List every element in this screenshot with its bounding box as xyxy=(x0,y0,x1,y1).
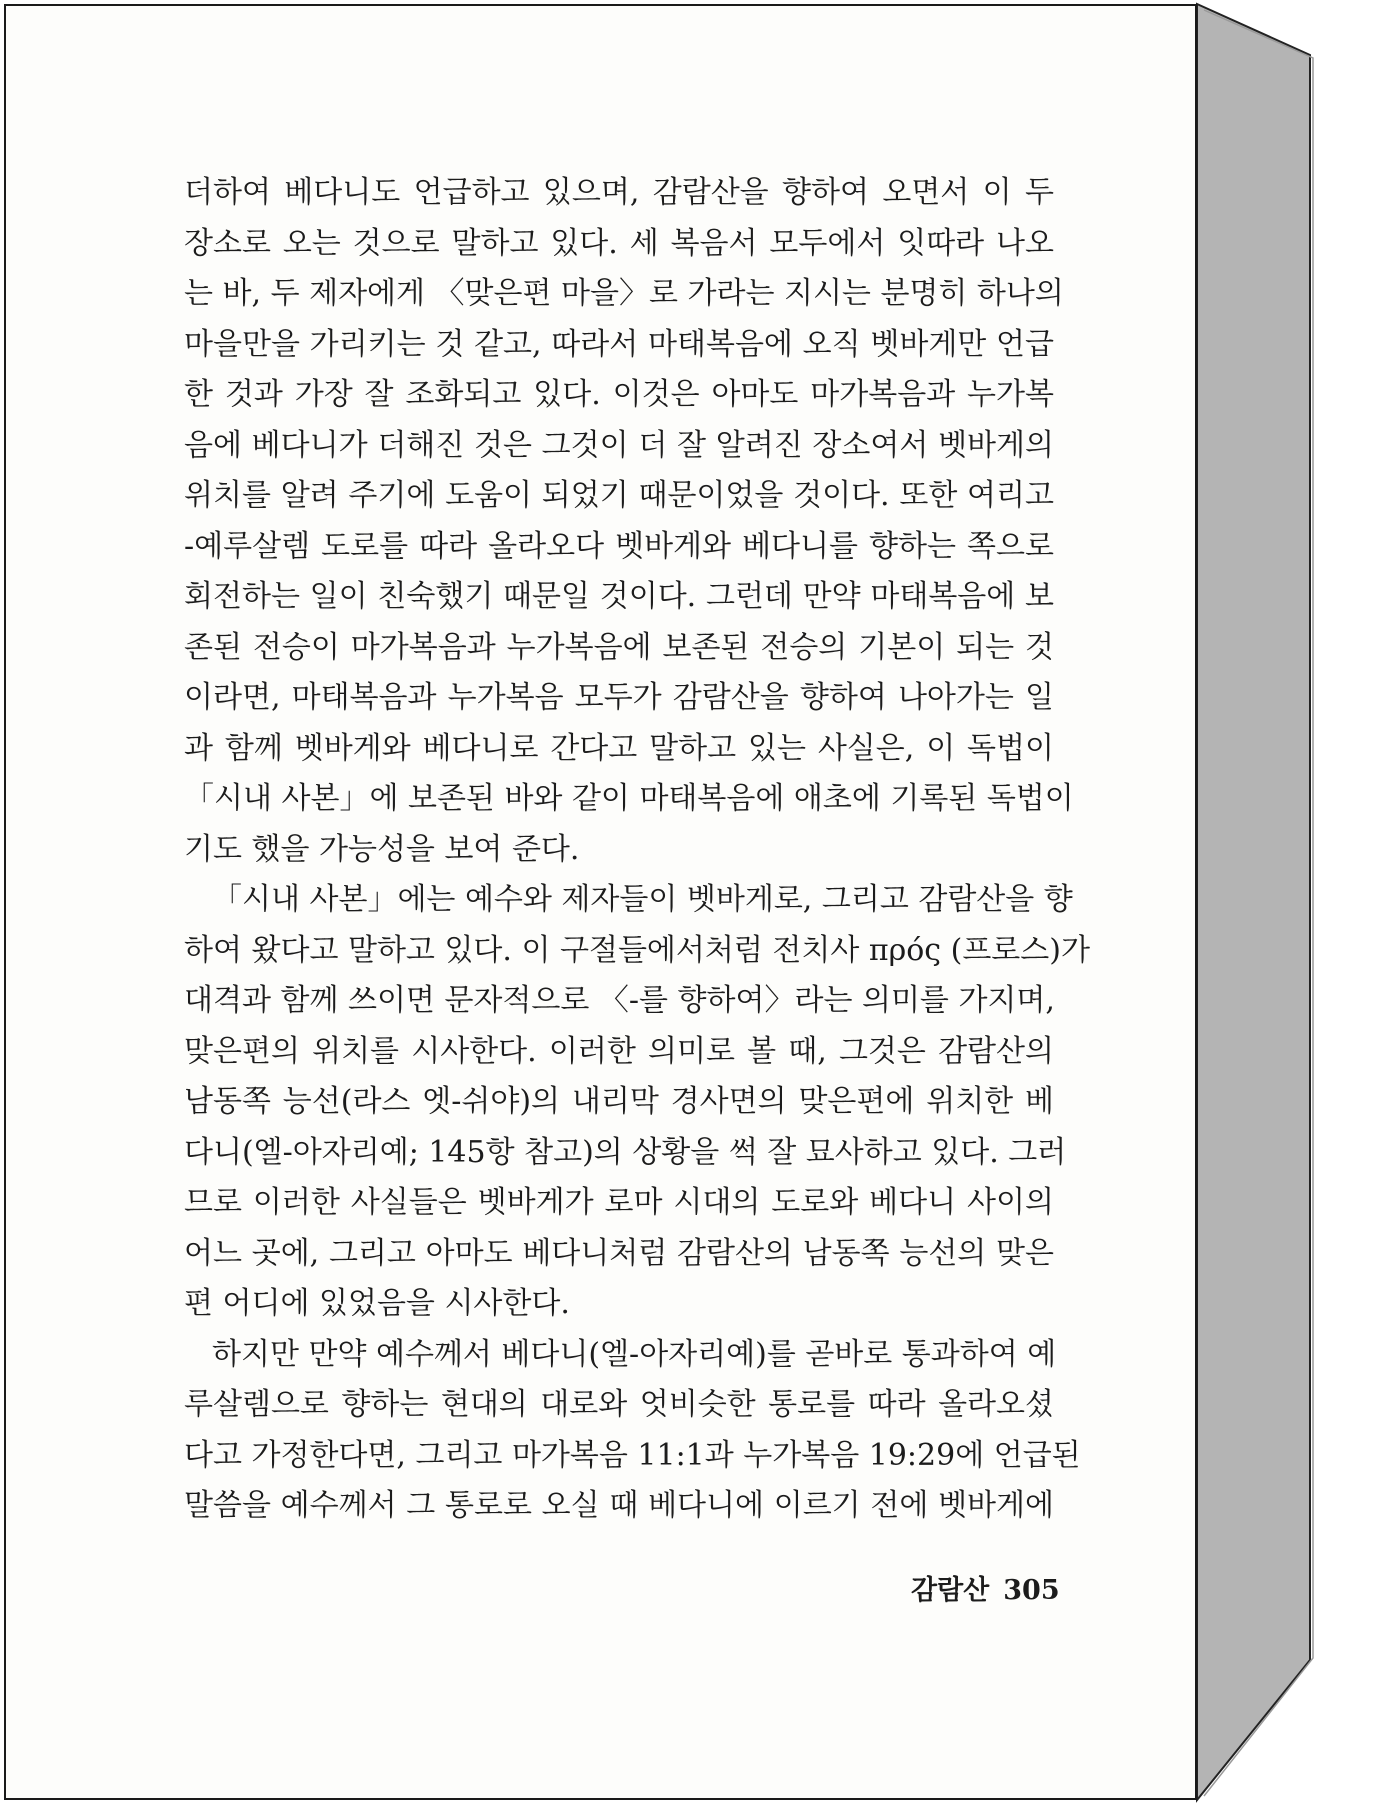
book-page xyxy=(4,4,1197,1800)
text-line: 다니(엘-아자리예; 145항 참고)의 상황을 썩 잘 묘사하고 있다. 그러 xyxy=(184,1134,1067,1170)
text-line: 위치를 알려 주기에 도움이 되었기 때문이었을 것이다. 또한 여리고 xyxy=(184,478,1054,513)
text-line: 는 바, 두 제자에게 〈맞은편 마을〉로 가라는 지시는 분명히 하나의 xyxy=(184,276,1064,311)
text-line: 맞은편의 위치를 시사한다. 이러한 의미로 볼 때, 그것은 감람산의 xyxy=(184,1033,1054,1069)
text-line: 므로 이러한 사실들은 벳바게가 로마 시대의 도로와 베다니 사이의 xyxy=(184,1185,1054,1220)
text-line: 하여 왔다고 말하고 있다. 이 구절들에서처럼 전치사 πρός (프로스)가 xyxy=(184,932,1090,968)
text-line: -예루살렘 도로를 따라 올라오다 벳바게와 베다니를 향하는 쪽으로 xyxy=(184,528,1054,564)
text-line: 한 것과 가장 잘 조화되고 있다. 이것은 아마도 마가복음과 누가복 xyxy=(184,377,1054,412)
text-line: 남동쪽 능선(라스 엣-쉬야)의 내리막 경사면의 맞은편에 위치한 베 xyxy=(184,1084,1054,1119)
text-line: 어느 곳에, 그리고 아마도 베다니처럼 감람산의 남동쪽 능선의 맞은 xyxy=(184,1235,1054,1271)
text-line: 「시내 사본」에는 예수와 제자들이 벳바게로, 그리고 감람산을 향 xyxy=(212,882,1073,917)
text-line: 회전하는 일이 친숙했기 때문일 것이다. 그런데 만약 마태복음에 보 xyxy=(184,579,1054,614)
text-line: 루살렘으로 향하는 현대의 대로와 엇비슷한 통로를 따라 올라오셨 xyxy=(184,1387,1054,1422)
body-text xyxy=(184,168,1090,1532)
text-line: 음에 베다니가 더해진 것은 그것이 더 잘 알려진 장소여서 벳바게의 xyxy=(184,427,1054,463)
running-title: 감람산 xyxy=(911,1575,990,1606)
text-line: 더하여 베다니도 언급하고 있으며, 감람산을 향하여 오면서 이 두 xyxy=(184,175,1054,210)
page-number: 305 xyxy=(1003,1575,1060,1606)
text-line: 마을만을 가리키는 것 같고, 따라서 마태복음에 오직 벳바게만 언급 xyxy=(184,326,1054,362)
text-line: 하지만 만약 예수께서 베다니(엘-아자리예)를 곧바로 통과하여 예 xyxy=(212,1336,1057,1372)
text-line: 말씀을 예수께서 그 통로로 오실 때 베다니에 이르기 전에 벳바게에 xyxy=(184,1488,1054,1523)
text-line: 대격과 함께 쓰이면 문자적으로 〈-를 향하여〉라는 의미를 가지며, xyxy=(184,983,1055,1018)
text-line: 이라면, 마태복음과 누가복음 모두가 감람산을 향하여 나아가는 일 xyxy=(184,680,1054,715)
page-footer xyxy=(911,1568,1060,1607)
text-line: 존된 전승이 마가복음과 누가복음에 보존된 전승의 기본이 되는 것 xyxy=(184,629,1054,665)
text-line: 과 함께 벳바게와 베다니로 간다고 말하고 있는 사실은, 이 독법이 xyxy=(184,730,1054,766)
text-line: 기도 했을 가능성을 보여 준다. xyxy=(184,831,580,867)
text-line: 장소로 오는 것으로 말하고 있다. 세 복음서 모두에서 잇따라 나오 xyxy=(184,225,1054,261)
text-line: 다고 가정한다면, 그리고 마가복음 11:1과 누가복음 19:29에 언급된 xyxy=(184,1437,1081,1473)
text-line: 편 어디에 있었음을 시사한다. xyxy=(184,1286,570,1321)
text-line: 「시내 사본」에 보존된 바와 같이 마태복음에 애초에 기록된 독법이 xyxy=(184,781,1074,816)
